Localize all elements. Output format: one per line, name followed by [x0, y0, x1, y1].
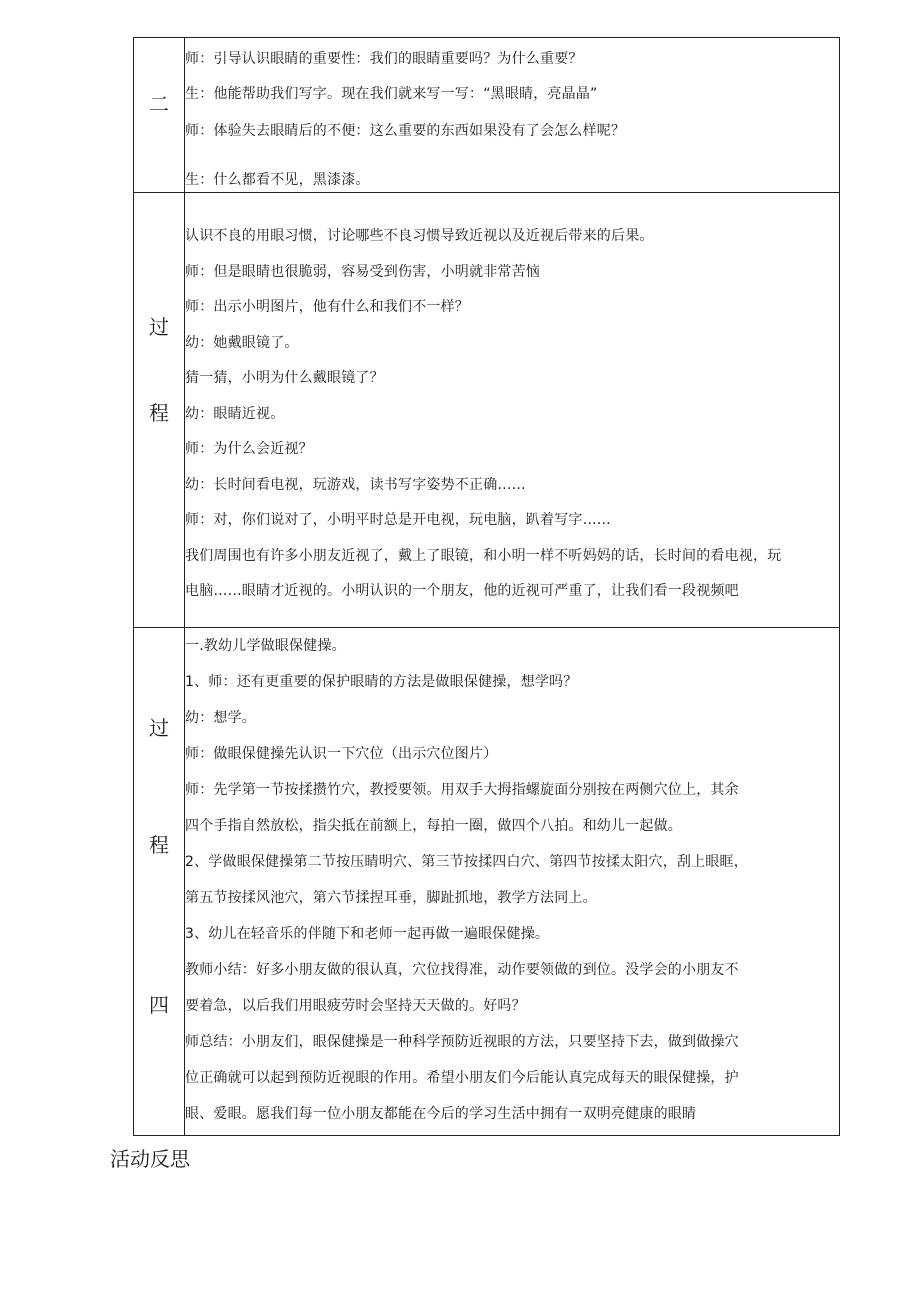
text-line: 1、师：还有更重要的保护眼睛的方法是做眼保健操，想学吗？: [185, 674, 578, 690]
text-line: 师：先学第一节按揉攒竹穴，教授要领。用双手大拇指螺旋面分别按在两侧穴位上，其余: [185, 782, 739, 798]
text-line: 2、学做眼保健操第二节按压睛明穴、第三节按揉四白穴、第四节按揉太阳穴，刮上眼眶，: [185, 854, 748, 870]
text-line: 师：做眼保健操先认识一下穴位（出示穴位图片）: [185, 746, 498, 762]
text-line: 师总结：小朋友们，眼保健操是一种科学预防近视眼的方法，只要坚持下去，做到做操穴: [185, 1034, 739, 1050]
text-line: 电脑……眼睛才近视的。小明认识的一个朋友，他的近视可严重了，让我们看一段视频吧: [185, 583, 739, 599]
text-line: 3、幼儿在轻音乐的伴随下和老师一起再做一遍眼保健操。: [185, 926, 550, 942]
text-line: 眼、爱眼。愿我们每一位小朋友都能在今后的学习生活中拥有一双明亮健康的眼睛: [185, 1106, 697, 1122]
table-row-process: [134, 193, 840, 628]
section-label-char: 四: [149, 993, 169, 1017]
text-line: 教师小结：好多小朋友做的很认真，穴位找得准，动作要领做的到位。没学会的小朋友不: [185, 962, 739, 978]
text-line: 四个手指自然放松，指尖抵在前额上，每拍一圈，做四个八拍。和幼儿一起做。: [185, 818, 682, 834]
section-label-cell: [134, 193, 185, 628]
text-line: 师：但是眼睛也很脆弱，容易受到伤害，小明就非常苦恼: [185, 263, 540, 280]
table-row-section-2: [134, 38, 840, 193]
section-label-cell: [134, 38, 185, 193]
section-content-cell: [185, 628, 840, 1136]
text-line: 师：体验失去眼睛后的不便：这么重要的东西如果没有了会怎么样呢？: [185, 123, 626, 139]
section-label-char: 程: [149, 833, 169, 857]
text-line: 师：引导认识眼睛的重要性：我们的眼睛重要吗？为什么重要？: [185, 51, 583, 67]
section-label-char: 程: [149, 401, 169, 425]
table-row-process-four: [134, 628, 840, 1136]
text-line: 位正确就可以起到预防近视眼的作用。希望小朋友们今后能认真完成每天的眼保健操，护: [185, 1070, 739, 1086]
text-line: 师：对，你们说对了，小明平时总是开电视，玩电脑，趴着写字……: [185, 512, 611, 528]
text-line: 猜一猜，小明为什么戴眼镜了？: [185, 370, 384, 386]
text-line: 师：出示小明图片，他有什么和我们不一样？: [185, 299, 469, 315]
section-label-char: 过: [149, 716, 169, 740]
section-label-cell: [134, 628, 185, 1136]
text-line: 生：他能帮助我们写字。现在我们就来写一写：“黑眼睛，亮晶晶”: [185, 86, 598, 102]
text-line: 生：什么都看不见，黑漆漆。: [185, 172, 370, 188]
text-line: 第五节按揉风池穴，第六节揉捏耳垂，脚趾抓地，教学方法同上。: [185, 890, 597, 906]
lesson-table: [133, 37, 840, 1136]
text-line: 认识不良的用眼习惯，讨论哪些不良习惯导致近视以及近视后带来的后果。: [185, 228, 654, 244]
text-line: 要着急，以后我们用眼疲劳时会坚持天天做的。好吗？: [185, 998, 526, 1014]
text-line: 幼：眼睛近视。: [185, 405, 285, 422]
text-line: 师：为什么会近视？: [185, 441, 313, 457]
activity-reflection-heading: 活动反思: [110, 1147, 190, 1171]
section-label-char: 过: [149, 315, 169, 339]
section-label-char: 二: [149, 92, 169, 116]
text-line: 幼：想学。: [185, 710, 256, 726]
section-content-cell: [185, 193, 840, 628]
text-line: 幼：她戴眼镜了。: [185, 334, 299, 351]
text-line: 我们周围也有许多小朋友近视了，戴上了眼镜，和小明一样不听妈妈的话，长时间的看电视，玩: [185, 547, 782, 564]
text-line: 幼：长时间看电视，玩游戏，读书写字姿势不正确……: [185, 476, 526, 493]
text-line: 一.教幼儿学做眼保健操。: [185, 638, 346, 654]
section-content-cell: [185, 38, 840, 193]
